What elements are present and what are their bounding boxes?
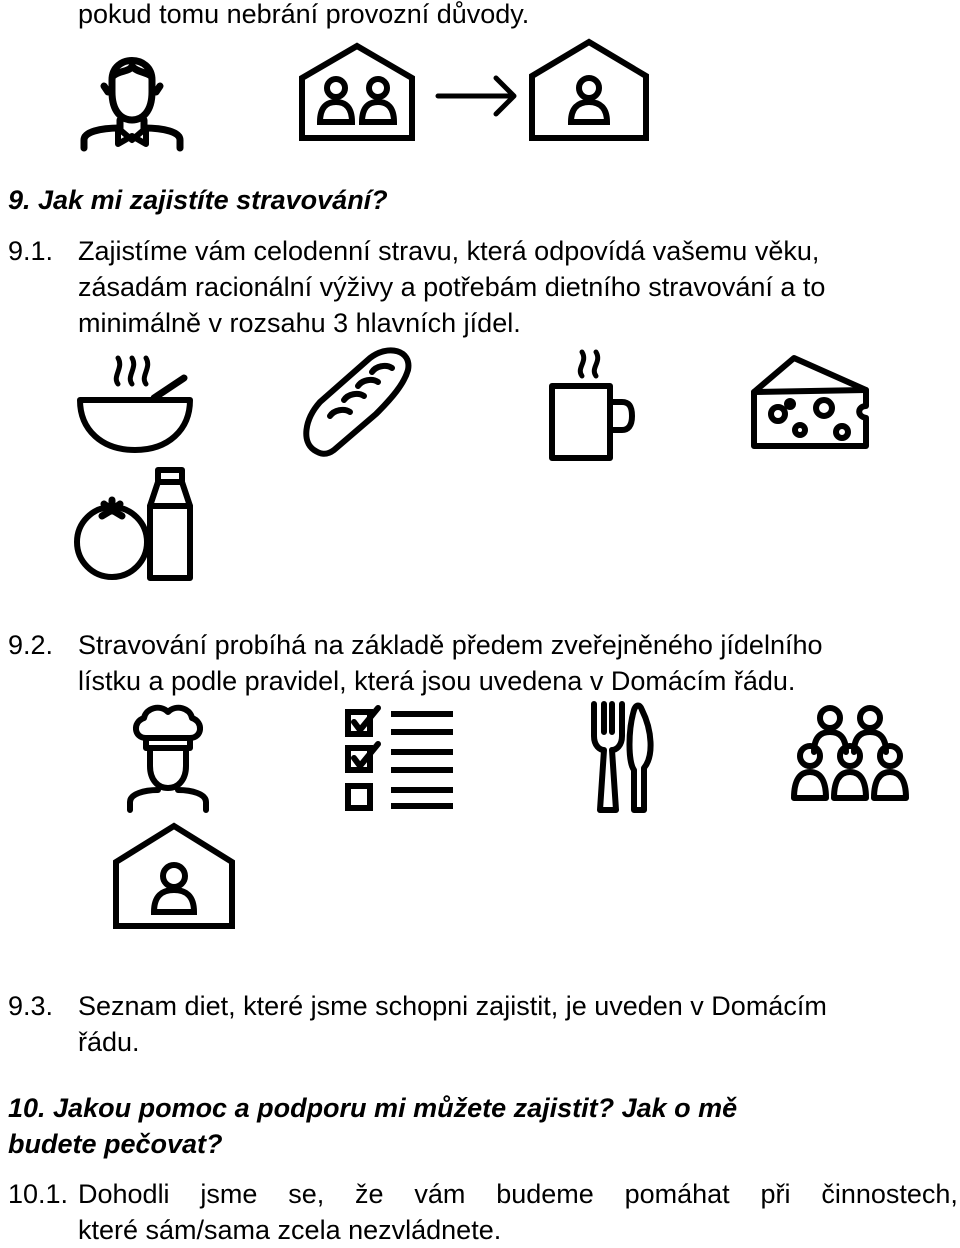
word: při bbox=[760, 1179, 791, 1209]
hot-cup-icon bbox=[546, 346, 638, 462]
home-person-icon bbox=[112, 822, 236, 930]
bread-icon bbox=[300, 346, 418, 458]
milk-bottle-icon bbox=[146, 466, 194, 582]
item-9-1-number: 9.1. bbox=[8, 236, 54, 266]
group-people-icon bbox=[790, 704, 910, 814]
heading-line: budete pečovat? bbox=[8, 1129, 223, 1159]
text-line: minimálně v rozsahu 3 hlavních jídel. bbox=[78, 308, 521, 338]
text-line: Zajistíme vám celodenní stravu, která odpovídá vašemu věku, bbox=[78, 236, 820, 266]
section-10-heading bbox=[8, 1090, 737, 1162]
soup-bowl-icon bbox=[76, 346, 194, 458]
text-line: Seznam diet, které jsme schopni zajistit, je uveden v Domácím bbox=[78, 991, 827, 1021]
word: se, bbox=[288, 1179, 325, 1209]
continuation-text: pokud tomu nebrání provozní důvody. bbox=[78, 0, 530, 29]
text-line: zásadám racionální výživy a potřebám dietního stravování a to bbox=[78, 272, 826, 302]
text-line: Stravování probíhá na základě předem zveřejněného jídelního bbox=[78, 630, 823, 660]
word: Dohodli bbox=[78, 1179, 170, 1209]
fork-knife-icon bbox=[588, 700, 658, 816]
item-9-2-number: 9.2. bbox=[8, 630, 54, 660]
item-10-1-text bbox=[78, 1176, 958, 1248]
word: budeme bbox=[496, 1179, 594, 1209]
item-9-3-text bbox=[78, 988, 827, 1060]
text-line: které sám/sama zcela nezvládnete. bbox=[78, 1215, 502, 1245]
section-9-heading: 9. Jak mi zajistíte stravování? bbox=[8, 185, 388, 215]
checklist-icon bbox=[342, 704, 456, 812]
tomato-icon bbox=[72, 466, 152, 582]
item-9-2-text bbox=[78, 627, 823, 699]
word: pomáhat bbox=[624, 1179, 730, 1209]
item-9-1-text bbox=[78, 233, 825, 341]
item-9-3-number: 9.3. bbox=[8, 991, 54, 1021]
shared-room-icon bbox=[298, 42, 416, 142]
single-room-icon bbox=[528, 38, 650, 142]
arrow-right-icon bbox=[436, 74, 518, 118]
word: činnostech, bbox=[821, 1179, 958, 1209]
word: jsme bbox=[200, 1179, 258, 1209]
item-10-1-number: 10.1. bbox=[8, 1179, 69, 1209]
word: že bbox=[355, 1179, 384, 1209]
heading-line: 10. Jakou pomoc a podporu mi můžete zajistit? Jak o mě bbox=[8, 1093, 738, 1123]
text-line: řádu. bbox=[78, 1027, 140, 1057]
text-line: lístku a podle pravidel, která jsou uvedena v Domácím řádu. bbox=[78, 666, 796, 696]
word: vám bbox=[414, 1179, 466, 1209]
justified-line bbox=[78, 1176, 958, 1212]
cheese-icon bbox=[750, 352, 872, 450]
man-bowtie-icon bbox=[72, 40, 192, 152]
chef-icon bbox=[124, 702, 220, 814]
